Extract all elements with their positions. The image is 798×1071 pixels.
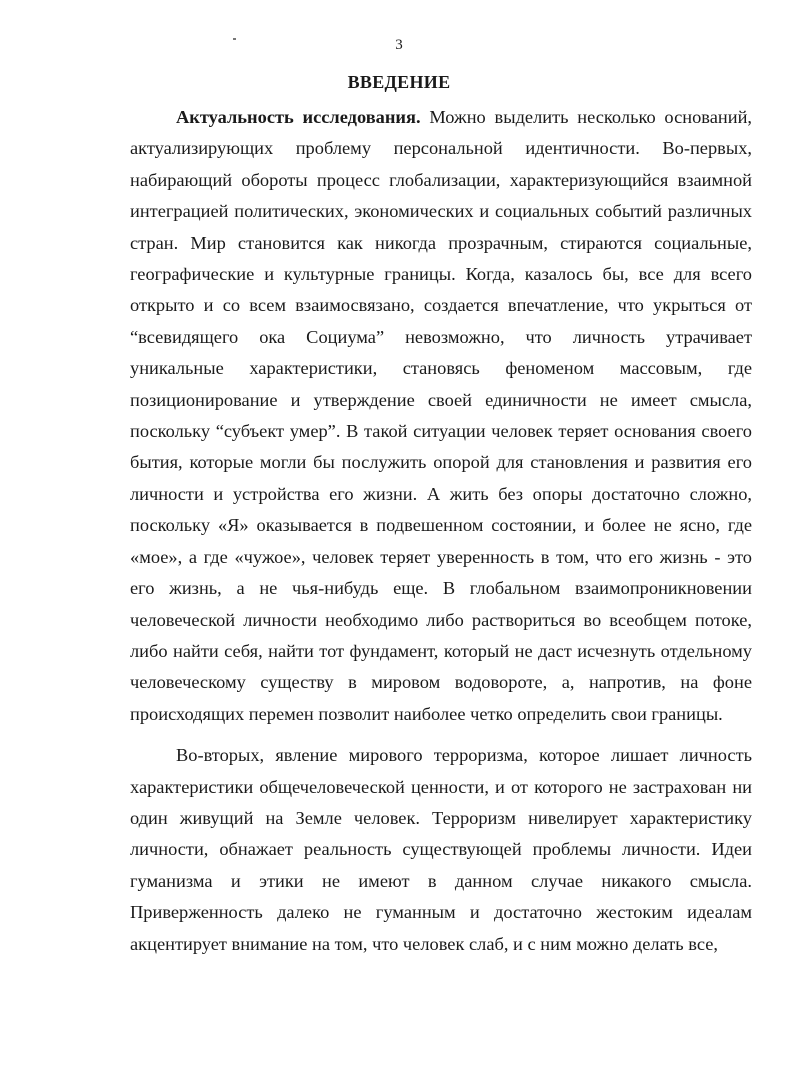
paragraph-relevance: [130, 102, 752, 730]
body-text: [130, 102, 752, 960]
paragraph-terrorism: [130, 740, 752, 960]
paragraph-text: Можно выделить несколько оснований, актуализирующих проблему персональной идентичности. Во-первых, набирающий обороты процесс глобализации, характеризующийся взаимной интеграцией политических, экономических и социальных событий различных стран. Мир становится как никогда прозрачным, стираются социальные, географические и культурные границы. Когда, казалось бы, все для всего открыто и со всем взаимосвязано, создается впечатление, что укрыться от “всевидящего ока Социума” невозможно, что личность утрачивает уникальные характеристики, становясь феноменом массовым, где позиционирование и утверждение своей единичности не имеет смысла, поскольку “субъект умер”. В такой ситуации человек теряет основания своего бытия, которые могли бы послужить опорой для становления и развития его личности и устройства его жизни. А жить без опоры достаточно сложно, поскольку «Я» оказывается в подвешенном состоянии, и более не ясно, где «мое», а где «чужое», человек теряет уверенность в том, что его жизнь - это его жизнь, а не чья-нибудь еще. В глобальном взаимопроникновении человеческой личности необходимо либо раствориться во всеобщем потоке, либо найти себя, найти тот фундамент, который не даст исчезнуть отдельному человеческому существу в мировом водовороте, а, напротив, на фоне происходящих перемен позволит наиболее четко определить свои границы.: [130, 107, 753, 724]
paragraph-text: Во-вторых, явление мирового терроризма, которое лишает личность характеристики общечеловеческой ценности, и от которого не застрахован ни один живущий на Земле человек. Терроризм нивелирует характеристику личности, обнажает реальность существующей проблемы личности. Идеи гуманизма и этики не имеют в данном случае никакого смысла. Приверженность далеко не гуманным и достаточно жестоким идеалам акцентирует внимание на том, что человек слаб, и с ним можно делать все,: [130, 745, 752, 954]
paragraph-lead: Актуальность исследования.: [176, 107, 421, 127]
section-heading: ВВЕДЕНИЕ: [347, 72, 451, 92]
page-number: 3: [395, 37, 403, 53]
